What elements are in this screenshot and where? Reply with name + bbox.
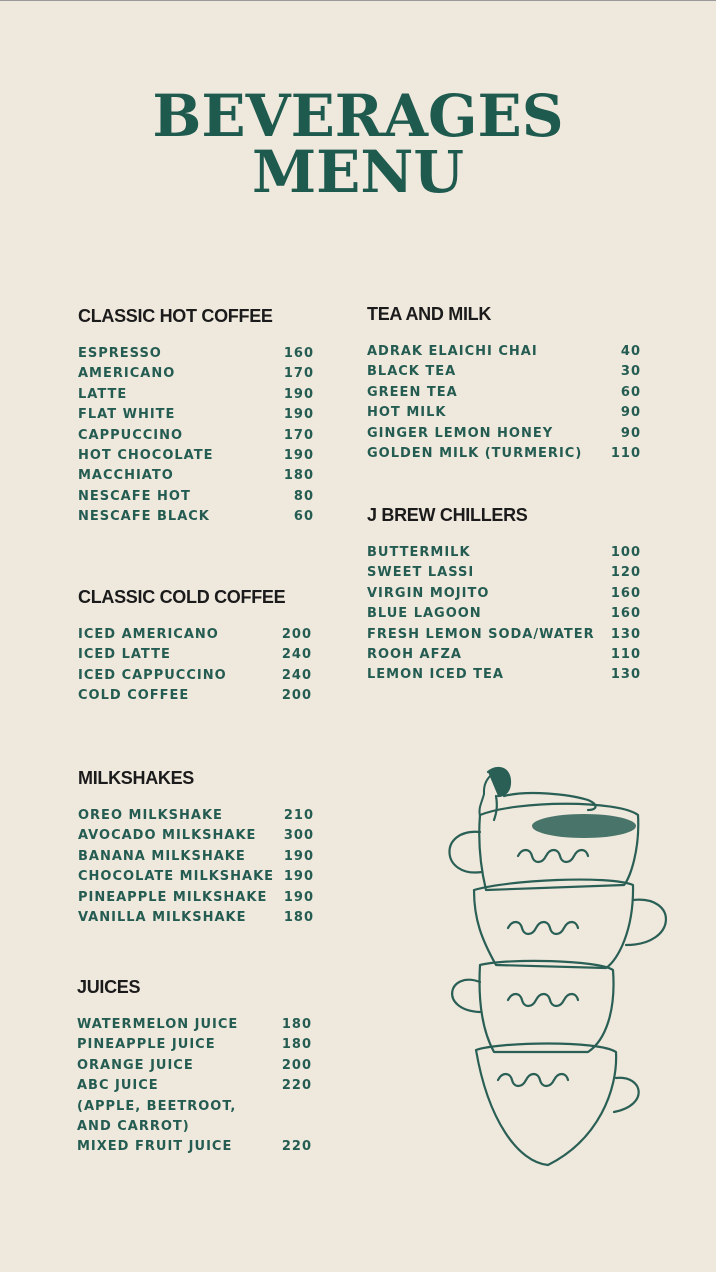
menu-item xyxy=(78,645,312,665)
item-price: 160 xyxy=(610,585,641,601)
item-price: 190 xyxy=(283,447,314,463)
item-name: ABC JUICE xyxy=(77,1078,159,1094)
section-classic-hot-coffee xyxy=(78,305,314,528)
item-name: FRESH LEMON SODA/WATER xyxy=(367,626,595,642)
item-price: 240 xyxy=(281,667,312,683)
item-price: 190 xyxy=(283,869,314,885)
menu-item xyxy=(367,645,641,665)
item-name: WATERMELON JUICE xyxy=(77,1017,239,1032)
item-name: CHOCOLATE MILKSHAKE xyxy=(78,869,275,885)
menu-item xyxy=(78,666,312,686)
title-line-1: BEVERAGES xyxy=(152,82,564,150)
section-title: JUICES xyxy=(77,977,141,997)
item-name: ORANGE JUICE xyxy=(77,1057,194,1073)
item-name: PINEAPPLE MILKSHAKE xyxy=(78,889,268,905)
item-price: 190 xyxy=(283,407,314,423)
menu-title xyxy=(0,82,716,206)
item-name: BLACK TEA xyxy=(367,364,457,380)
item-name: AND CARROT) xyxy=(77,1118,190,1134)
item-price: 200 xyxy=(281,627,312,642)
item-price: 180 xyxy=(283,909,314,925)
item-price: 110 xyxy=(610,646,641,662)
item-price: 180 xyxy=(281,1037,312,1053)
item-name: MACCHIATO xyxy=(78,468,174,484)
menu-item xyxy=(367,604,641,624)
item-price: 200 xyxy=(281,688,312,704)
menu-item xyxy=(367,625,641,645)
title-line-2: MENU xyxy=(251,138,464,206)
item-price: 110 xyxy=(610,445,641,461)
item-price: 300 xyxy=(283,828,314,844)
item-name: ICED AMERICANO xyxy=(78,627,219,642)
menu-item xyxy=(78,888,314,908)
item-name: VANILLA MILKSHAKE xyxy=(78,909,247,925)
menu-item xyxy=(78,446,314,466)
menu-item xyxy=(78,686,312,706)
section-title: CLASSIC COLD COFFEE xyxy=(78,587,286,607)
item-name: MIXED FRUIT JUICE xyxy=(77,1139,233,1155)
item-price: 200 xyxy=(281,1057,312,1073)
item-name: GINGER LEMON HONEY xyxy=(367,425,554,441)
section-juices xyxy=(77,976,312,1158)
item-price: 130 xyxy=(610,626,641,642)
item-name: (APPLE, BEETROOT, xyxy=(77,1098,237,1114)
item-price: 160 xyxy=(610,606,641,622)
item-name: GOLDEN MILK (TURMERIC) xyxy=(367,445,583,461)
menu-item-note xyxy=(77,1097,312,1117)
item-name: COLD COFFEE xyxy=(78,688,190,704)
item-price: 180 xyxy=(283,468,314,484)
menu-item xyxy=(367,342,641,362)
top-border xyxy=(0,0,716,1)
item-name: ADRAK ELAICHI CHAI xyxy=(367,344,538,359)
item-price: 160 xyxy=(283,346,314,361)
item-price: 170 xyxy=(283,427,314,443)
item-price: 190 xyxy=(283,386,314,402)
menu-item xyxy=(77,1076,312,1096)
item-price: 90 xyxy=(620,405,641,421)
item-name: BUTTERMILK xyxy=(367,545,471,560)
item-price: 210 xyxy=(283,808,314,823)
item-name: VIRGIN MOJITO xyxy=(367,585,490,601)
menu-item xyxy=(78,405,314,425)
menu-item xyxy=(78,806,314,826)
item-price: 220 xyxy=(281,1078,312,1094)
item-price: 40 xyxy=(620,344,641,359)
menu-item xyxy=(367,584,641,604)
menu-item xyxy=(367,563,641,583)
item-price: 100 xyxy=(610,545,641,560)
item-price: 240 xyxy=(281,647,312,663)
item-price: 120 xyxy=(610,565,641,581)
item-name: ICED LATTE xyxy=(78,647,171,663)
item-name: CAPPUCCINO xyxy=(78,427,184,443)
item-name: NESCAFE HOT xyxy=(78,488,191,504)
item-price: 170 xyxy=(283,366,314,382)
item-name: OREO MILKSHAKE xyxy=(78,808,223,823)
menu-item xyxy=(78,867,314,887)
item-name: LATTE xyxy=(78,386,128,402)
item-price: 130 xyxy=(610,667,641,683)
menu-item xyxy=(367,543,641,563)
item-name: BANANA MILKSHAKE xyxy=(78,848,246,864)
item-price: 190 xyxy=(283,889,314,905)
item-name: LEMON ICED TEA xyxy=(367,667,504,683)
stacked-cups-illustration-icon xyxy=(438,760,674,1172)
item-price: 220 xyxy=(281,1139,312,1155)
menu-item xyxy=(78,826,314,846)
item-name: NESCAFE BLACK xyxy=(78,509,210,525)
item-name: ROOH AFZA xyxy=(367,646,462,662)
menu-item xyxy=(78,385,314,405)
item-name: AVOCADO MILKSHAKE xyxy=(78,828,257,844)
item-name: AMERICANO xyxy=(78,366,176,382)
item-name: HOT CHOCOLATE xyxy=(78,447,214,463)
menu-item xyxy=(77,1035,312,1055)
item-name: BLUE LAGOON xyxy=(367,606,482,622)
item-name: FLAT WHITE xyxy=(78,407,176,423)
item-price: 190 xyxy=(283,848,314,864)
menu-item xyxy=(367,665,641,685)
item-price: 90 xyxy=(620,425,641,441)
item-price: 60 xyxy=(293,509,314,525)
item-name: PINEAPPLE JUICE xyxy=(77,1037,216,1053)
item-price: 30 xyxy=(620,364,641,380)
section-milkshakes xyxy=(78,767,314,928)
menu-item-note xyxy=(77,1117,312,1137)
menu-item xyxy=(367,362,641,382)
menu-item xyxy=(367,424,641,444)
section-title: CLASSIC HOT COFFEE xyxy=(78,306,273,326)
item-name: ICED CAPPUCCINO xyxy=(78,667,227,683)
menu-item xyxy=(78,487,314,507)
menu-item xyxy=(367,383,641,403)
menu-item xyxy=(78,364,314,384)
menu-item xyxy=(78,426,314,446)
item-name: GREEN TEA xyxy=(367,384,458,400)
section-title: TEA AND MILK xyxy=(367,304,492,324)
section-title: MILKSHAKES xyxy=(78,768,195,788)
item-price: 180 xyxy=(281,1017,312,1032)
item-price: 60 xyxy=(620,384,641,400)
item-name: HOT MILK xyxy=(367,405,447,421)
item-name: SWEET LASSI xyxy=(367,565,475,581)
menu-item xyxy=(77,1137,312,1157)
menu-item xyxy=(78,908,314,928)
section-tea-and-milk xyxy=(367,303,641,464)
menu-item xyxy=(77,1015,312,1035)
menu-item xyxy=(367,444,641,464)
menu-item xyxy=(78,344,314,364)
menu-item xyxy=(77,1056,312,1076)
section-title: J BREW CHILLERS xyxy=(367,505,528,525)
item-price: 80 xyxy=(293,488,314,504)
section-classic-cold-coffee xyxy=(78,586,312,707)
menu-item xyxy=(78,625,312,645)
menu-item xyxy=(78,466,314,486)
menu-item xyxy=(78,847,314,867)
menu-item xyxy=(78,507,314,527)
section-j-brew-chillers xyxy=(367,504,641,686)
menu-item xyxy=(367,403,641,423)
item-name: ESPRESSO xyxy=(78,346,162,361)
